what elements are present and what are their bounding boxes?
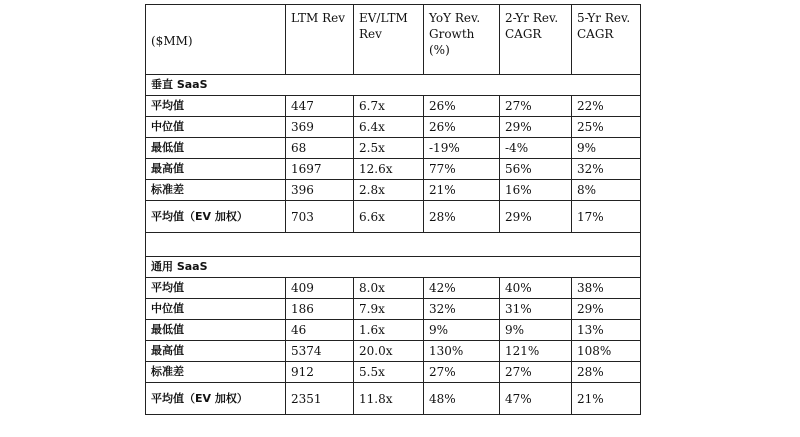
table-cell: 5.5x [354,362,424,383]
table-cell: 38% [572,278,641,299]
table-cell: 9% [500,320,572,341]
column-header-unit: ($MM) [146,5,286,75]
row-label: 最高值 [146,341,286,362]
row-label: 最低值 [146,138,286,159]
column-header-yoy-growth: YoY Rev. Growth (%) [424,5,500,75]
table-cell: 26% [424,117,500,138]
table-cell: 16% [500,180,572,201]
row-label: 最低值 [146,320,286,341]
section-title: 垂直 SaaS [146,75,641,96]
table-cell: 186 [286,299,354,320]
row-label: 平均值 [146,278,286,299]
row-label: 平均值 [146,96,286,117]
row-label: 中位值 [146,117,286,138]
table-cell: 121% [500,341,572,362]
table-cell: 6.4x [354,117,424,138]
table-cell: 1697 [286,159,354,180]
table-cell: 25% [572,117,641,138]
table-row [146,341,641,362]
table-cell: 27% [500,96,572,117]
row-label: 中位值 [146,299,286,320]
table-cell: -19% [424,138,500,159]
table-cell: 42% [424,278,500,299]
table-cell: 2.5x [354,138,424,159]
table-row [146,159,641,180]
table-cell: 396 [286,180,354,201]
table-row [146,180,641,201]
table-cell: 8.0x [354,278,424,299]
table-cell: 32% [572,159,641,180]
table-cell: 369 [286,117,354,138]
table-row [146,299,641,320]
table-cell: 703 [286,201,354,233]
table-cell: 1.6x [354,320,424,341]
header-row [146,5,641,75]
table-cell: 27% [500,362,572,383]
table-cell: 48% [424,383,500,415]
table-cell: 12.6x [354,159,424,180]
table-cell: 912 [286,362,354,383]
row-label: 最高值 [146,159,286,180]
spacer-cell [146,233,641,257]
table-row [146,117,641,138]
column-header-ev-ltm-rev: EV/LTM Rev [354,5,424,75]
table-cell: 11.8x [354,383,424,415]
table-cell: 31% [500,299,572,320]
table-cell: 5374 [286,341,354,362]
table-row [146,201,641,233]
spacer-row [146,233,641,257]
table-cell: 447 [286,96,354,117]
table-cell: 68 [286,138,354,159]
section-title: 通用 SaaS [146,257,641,278]
table-cell: 21% [572,383,641,415]
saas-comparison-table [145,4,641,415]
table-cell: 108% [572,341,641,362]
table-cell: 130% [424,341,500,362]
table-cell: 40% [500,278,572,299]
table-cell: 28% [572,362,641,383]
table-cell: 7.9x [354,299,424,320]
table-cell: 2.8x [354,180,424,201]
row-label: 平均值（EV 加权） [146,201,286,233]
table-cell: 28% [424,201,500,233]
column-header-2yr-cagr: 2-Yr Rev. CAGR [500,5,572,75]
table-cell: 21% [424,180,500,201]
table-row [146,362,641,383]
table-cell: 47% [500,383,572,415]
section-header-row [146,257,641,278]
table-cell: 2351 [286,383,354,415]
row-label: 标准差 [146,180,286,201]
table-row [146,138,641,159]
table-cell: 9% [424,320,500,341]
row-label: 平均值（EV 加权） [146,383,286,415]
row-label: 标准差 [146,362,286,383]
table-cell: 32% [424,299,500,320]
table-cell: 26% [424,96,500,117]
column-header-ltm-rev: LTM Rev [286,5,354,75]
table-cell: 56% [500,159,572,180]
table-cell: 29% [500,117,572,138]
table-row [146,96,641,117]
table-cell: 9% [572,138,641,159]
table-cell: 29% [500,201,572,233]
table-cell: 29% [572,299,641,320]
table-cell: 20.0x [354,341,424,362]
section-header-row [146,75,641,96]
table-row [146,383,641,415]
table-row [146,278,641,299]
table-cell: 22% [572,96,641,117]
table-cell: 17% [572,201,641,233]
table-cell: 27% [424,362,500,383]
table-row [146,320,641,341]
table-cell: 46 [286,320,354,341]
column-header-5yr-cagr: 5-Yr Rev. CAGR [572,5,641,75]
table-cell: 8% [572,180,641,201]
table-cell: 6.7x [354,96,424,117]
table-cell: 77% [424,159,500,180]
table-cell: 13% [572,320,641,341]
table-cell: 409 [286,278,354,299]
table-cell: 6.6x [354,201,424,233]
table-cell: -4% [500,138,572,159]
